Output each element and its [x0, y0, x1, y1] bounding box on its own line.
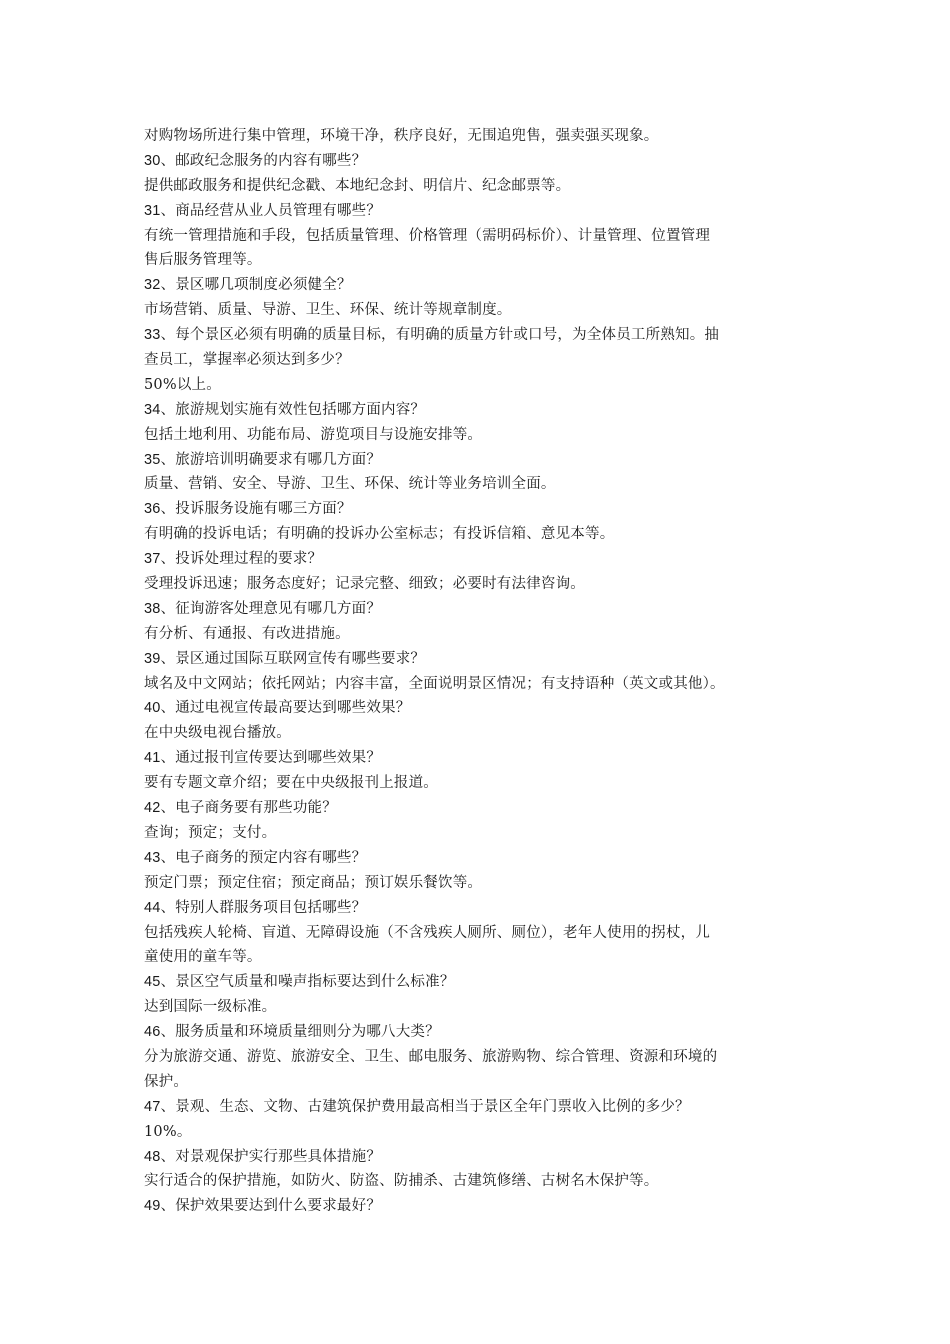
- question-line: 46、服务质量和环境质量细则分为哪八大类？: [144, 1024, 440, 1041]
- question-line: 44、特别人群服务项目包括哪些？: [144, 899, 367, 916]
- answer-line: 童使用的童车等。: [144, 949, 262, 966]
- question-line: 38、征询游客处理意见有哪几方面？: [144, 600, 382, 617]
- question-line: 37、投诉处理过程的要求？: [144, 551, 323, 568]
- question-line: 32、景区哪几项制度必须健全？: [144, 277, 352, 294]
- answer-line: 有统一管理措施和手段，包括质量管理、价格管理（需明码标价）、计量管理、位置管理: [144, 227, 711, 244]
- question-line: 49、保护效果要达到什么要求最好？: [144, 1198, 382, 1215]
- answer-line: 查询；预定；支付。: [144, 824, 277, 841]
- question-line: 查员工，掌握率必须达到多少？: [144, 352, 350, 369]
- question-line: 39、景区通过国际互联网宣传有哪些要求？: [144, 650, 426, 667]
- question-line: 34、旅游规划实施有效性包括哪方面内容？: [144, 401, 426, 418]
- answer-line: 保护。: [144, 1073, 189, 1090]
- answer-line: 有明确的投诉电话；有明确的投诉办公室标志；有投诉信箱、意见本等。: [144, 526, 615, 543]
- answer-line: 受理投诉迅速；服务态度好；记录完整、细致；必要时有法律咨询。: [144, 576, 585, 593]
- question-line: 40、通过电视宣传最高要达到哪些效果？: [144, 700, 411, 717]
- question-line: 48、对景观保护实行那些具体措施？: [144, 1148, 382, 1165]
- answer-line: 实行适合的保护措施，如防火、防盗、防捕杀、古建筑修缮、古树名木保护等。: [144, 1173, 659, 1190]
- answer-line: 包括残疾人轮椅、盲道、无障碍设施（不含残疾人厕所、厕位），老年人使用的拐杖，儿: [144, 924, 711, 941]
- answer-line: 要有专题文章介绍；要在中央级报刊上报道。: [144, 775, 438, 792]
- question-line: 33、每个景区必须有明确的质量目标，有明确的质量方针或口号，为全体员工所熟知。抽: [144, 327, 720, 344]
- question-line: 42、电子商务要有那些功能？: [144, 800, 337, 817]
- document-body: [144, 124, 814, 1219]
- answer-line: 包括土地利用、功能布局、游览项目与设施安排等。: [144, 426, 483, 443]
- question-line: 47、景观、生态、文物、古建筑保护费用最高相当于景区全年门票收入比例的多少？: [144, 1098, 690, 1115]
- answer-line: 有分析、有通报、有改进措施。: [144, 625, 350, 642]
- question-line: 43、电子商务的预定内容有哪些？: [144, 849, 367, 866]
- answer-line: 10%。: [144, 1123, 192, 1140]
- answer-line: 分为旅游交通、游览、旅游安全、卫生、邮电服务、旅游购物、综合管理、资源和环境的: [144, 1048, 718, 1065]
- answer-line: 售后服务管理等。: [144, 252, 262, 269]
- answer-line: 提供邮政服务和提供纪念戳、本地纪念封、明信片、纪念邮票等。: [144, 177, 571, 194]
- answer-line: 质量、营销、安全、导游、卫生、环保、统计等业务培训全面。: [144, 476, 556, 493]
- answer-line: 市场营销、质量、导游、卫生、环保、统计等规章制度。: [144, 302, 512, 319]
- answer-line: 在中央级电视台播放。: [144, 725, 291, 742]
- answer-line: 预定门票；预定住宿；预定商品；预订娱乐餐饮等。: [144, 874, 483, 891]
- question-line: 35、旅游培训明确要求有哪几方面？: [144, 451, 382, 468]
- answer-line: 对购物场所进行集中管理，环境干净，秩序良好，无围追兜售，强卖强买现象。: [144, 128, 659, 144]
- question-line: 31、商品经营从业人员管理有哪些？: [144, 202, 382, 219]
- question-line: 36、投诉服务设施有哪三方面？: [144, 501, 352, 518]
- answer-line: 域名及中文网站；依托网站；内容丰富，全面说明景区情况；有支持语种（英文或其他）。: [144, 675, 725, 692]
- question-line: 41、通过报刊宣传要达到哪些效果？: [144, 750, 382, 767]
- question-line: 45、景区空气质量和噪声指标要达到什么标准？: [144, 974, 455, 991]
- question-line: 30、邮政纪念服务的内容有哪些？: [144, 152, 367, 169]
- answer-line: 50%以上。: [144, 376, 221, 393]
- answer-line: 达到国际一级标准。: [144, 999, 277, 1016]
